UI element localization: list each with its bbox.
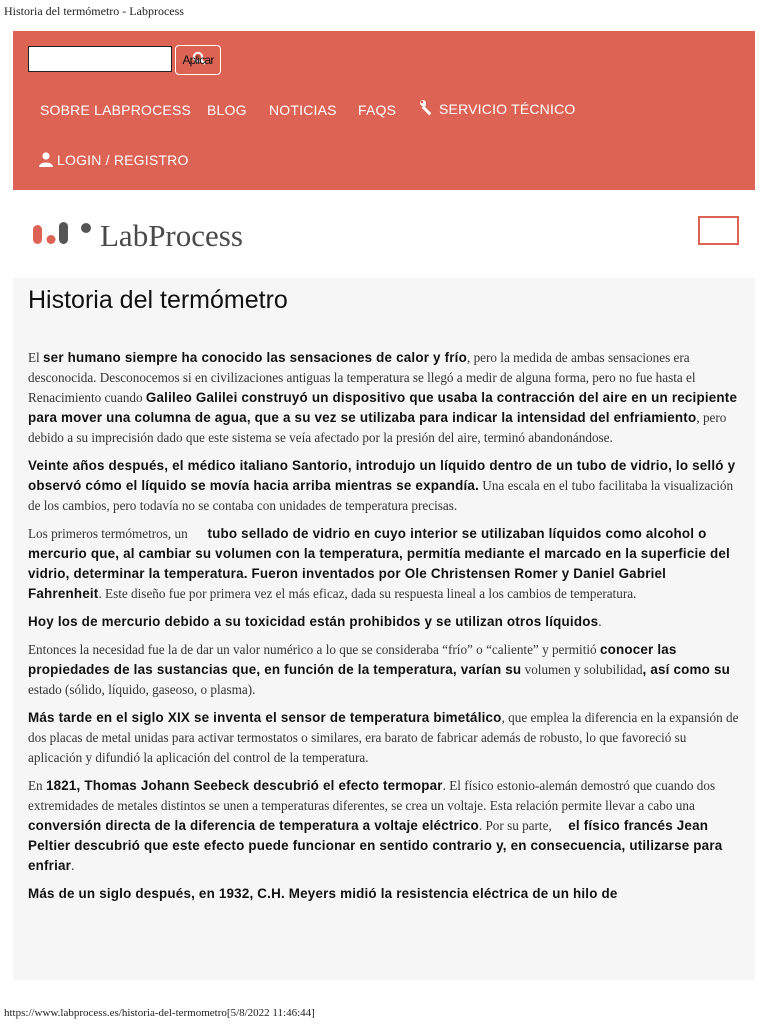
- brand-header: [0, 205, 768, 265]
- paragraph-text: . Este diseño fue por primera vez el más eficaz, dada su respuesta lineal a los cambios de temperatura.: [98, 586, 637, 601]
- nav-item-blog[interactable]: BLOG: [207, 102, 247, 118]
- paragraph-text: , que emplea la diferencia en la expansión de dos placas de metal unidas para activar termostatos o similares, era barato de fabricar además de robusto, lo que favoreció su aplicación y difundió la aplicación del control de la temperatura.: [28, 710, 742, 765]
- bold-text: conversión directa de la diferencia de temperatura a voltaje eléctrico: [28, 818, 479, 833]
- print-header: Historia del termómetro - Labprocess: [4, 4, 184, 18]
- bold-text: 1821, Thomas Johann Seebeck descubrió el efecto termopar: [45, 778, 443, 793]
- paragraph-text: , pero la medida de ambas sensaciones era desconocida. Desconocemos si en civilizaciones antiguas la temperatura se llegó a medir de alguna forma, pero no fue hasta el Renacimiento cuando: [28, 350, 699, 405]
- top-navigation-bar: [13, 31, 755, 190]
- bold-text: conocer las propiedades de las sustancias que, en función de la temperatura, varían su: [28, 642, 681, 677]
- logo-mark-dot-2: [81, 223, 91, 233]
- paragraph-text: Los primeros termómetros, un: [28, 526, 208, 541]
- article-paragraph: [28, 884, 743, 904]
- apply-button-label: Aplicar: [182, 53, 214, 67]
- paragraph-text: .: [71, 858, 75, 873]
- paragraph-text: . Por su parte,: [478, 818, 569, 833]
- bold-text: Más tarde en el siglo XIX se inventa el sensor de temperatura bimetálico: [28, 710, 502, 725]
- paragraph-text: . El físico estonio-alemán demostró que cuando dos extremidades de metales distintos se unen a temperaturas diferentes, se crea un voltaje. Esta relación permite llevar a cabo una: [28, 778, 719, 813]
- bold-text: Más de un siglo después, en 1932, C.H. Meyers midió la resistencia eléctrica de un hilo de: [28, 886, 618, 901]
- paragraph-text: , pero debido a su imprecisión dado que este sistema se veía afectado por la presión del aire, terminó abandonándose.: [28, 410, 730, 445]
- nav-item-sobre-labprocess[interactable]: SOBRE LABPROCESS: [40, 102, 192, 118]
- paragraph-text: volumen y solubilidad: [521, 662, 643, 677]
- article-title: Historia del termómetro: [28, 286, 288, 314]
- paragraph-text: El: [28, 350, 44, 365]
- article-paragraph: [28, 640, 743, 700]
- nav-item-faqs[interactable]: FAQS: [358, 102, 397, 118]
- bold-text: el físico francés Jean Peltier descubrió que este efecto puede funcionar en sentido contrario y, en consecuencia, utilizarse para enfriar: [28, 818, 727, 873]
- bold-text: tubo sellado de vidrio en cuyo interior se utilizaban líquidos como alcohol o mercurio que, al cambiar su volumen con la temperatura, permitía mediante el marcado en la superficie del vidrio, determinar la temperatura. Fueron inventados por Ole Christensen Romer y Daniel Gabriel Fahrenheit: [28, 526, 734, 601]
- paragraph-text: Entonces la necesidad fue la de dar un valor numérico a lo que se consideraba “frío” o “caliente” y permitió: [28, 642, 600, 657]
- article-body: [28, 348, 743, 912]
- search-input[interactable]: [28, 46, 172, 72]
- article-paragraph: [28, 456, 743, 516]
- logo-mark-bar-1: [33, 225, 42, 244]
- labprocess-logo[interactable]: [33, 219, 293, 249]
- logo-wordmark: LabProcess: [100, 219, 243, 249]
- article-paragraph: [28, 708, 743, 768]
- apply-search-button[interactable]: [175, 45, 221, 75]
- bold-text: Hoy los de mercurio debido a su toxicidad están prohibidos y se utilizan otros líquidos: [28, 614, 599, 629]
- article-paragraph: [28, 776, 743, 876]
- menu-toggle-button[interactable]: [698, 216, 739, 245]
- bold-text: Veinte años después, el médico italiano Santorio, introdujo un líquido dentro de un tubo de vidrio, lo selló y observó cómo el líquido se movía hacia arriba mientras se expandía.: [28, 458, 740, 493]
- article-paragraph: [28, 612, 743, 632]
- paragraph-text: estado (sólido, líquido, gaseoso, o plasma).: [28, 662, 734, 697]
- bold-text: , así como su: [642, 662, 730, 677]
- print-footer: https://www.labprocess.es/historia-del-termometro[5/8/2022 11:46:44]: [4, 1007, 315, 1019]
- bold-text: ser humano siempre ha conocido las sensaciones de calor y frío: [43, 350, 467, 365]
- paragraph-text: Una escala en el tubo facilitaba la visualización de los cambios, pero todavía no se contaba con unidades de temperatura precisas.: [28, 478, 737, 513]
- bold-text: Galileo Galilei construyó un dispositivo que usaba la contracción del aire en un recipiente para mover una columna de agua, que a su vez se utilizaba para indicar la intensidad del enfriamiento: [28, 390, 742, 425]
- logo-mark-dot: [47, 235, 56, 244]
- article-paragraph: [28, 524, 743, 604]
- article-paragraph: [28, 348, 743, 448]
- wrench-icon: [419, 99, 436, 116]
- nav-item-servicio-tecnico[interactable]: SERVICIO TÉCNICO: [419, 99, 576, 117]
- nav-item-login-registro[interactable]: LOGIN / REGISTRO: [38, 151, 189, 168]
- logo-mark-bar-2: [59, 222, 68, 244]
- user-icon: [38, 151, 54, 167]
- paragraph-text: En: [28, 778, 46, 793]
- paragraph-text: .: [598, 614, 602, 629]
- article-container: [13, 278, 755, 980]
- nav-item-noticias[interactable]: NOTICIAS: [269, 102, 337, 118]
